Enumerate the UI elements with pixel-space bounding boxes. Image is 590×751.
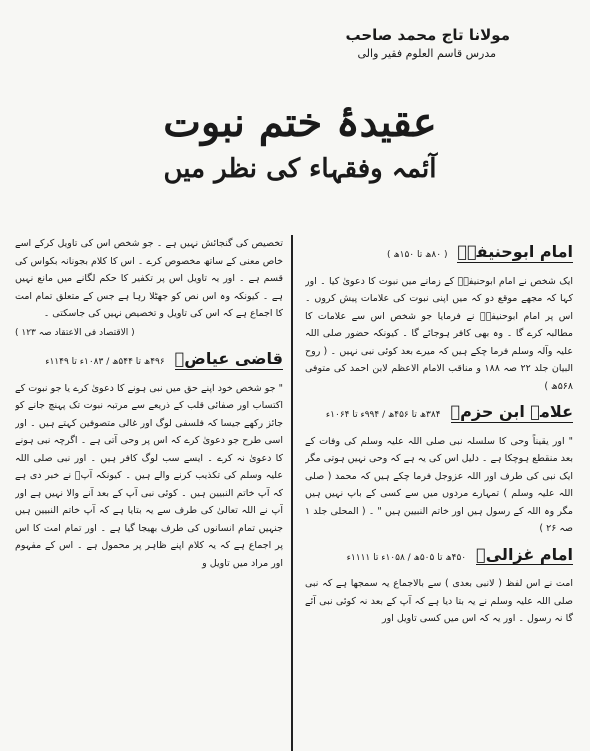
paragraph-abu-hanifa: ایک شخص نے امام ابوحنیفہؒ کے زمانے میں نبوت کا دعویٰ کیا ۔ اور کہا کہ مجھے موقع دو کہ میں اپنی نبوت کی علامات پیش کروں ۔ اس پر امام ابوحنیفہؒ نے فرمایا جو شخص اس سے علامات کا مطالبہ کرے گا ۔ وہ بھی کافر ہوجائے گا ۔ کیونکہ حضور صلی اللہ علیہ وآلہ وسلم فرما چکے ہیں کہ میرے بعد کوئی نبی نہیں ۔ ( روح البیان جلد ۲۲ صہ ۱۸۸ و مناقب الامام الاعظم لابن احمد کی متوفی ۵۶۸ھ ) bbox=[305, 275, 573, 392]
heading-dates: ( ۸۰ھ تا ۱۵۰ھ ) bbox=[386, 250, 448, 260]
author-title: مدرس قاسم العلوم فقیر والی bbox=[357, 47, 496, 60]
author-block bbox=[280, 24, 510, 62]
column-divider bbox=[291, 235, 293, 751]
heading-dates: ۳۸۴ھ تا ۴۵۶ھ / ۹۹۴ء تا ۱۰۶۴ء bbox=[325, 410, 441, 420]
section-heading-ibn-hazm bbox=[305, 403, 573, 425]
heading-name: علامہ ابن حزمؒ bbox=[450, 402, 573, 421]
section-heading-ghazali bbox=[305, 546, 573, 568]
heading-dates: ۴۵۰ھ تا ۵۰۵ھ / ۱۰۵۸ء تا ۱۱۱۱ء bbox=[346, 552, 467, 563]
title-block bbox=[150, 98, 450, 186]
left-column bbox=[15, 235, 283, 751]
sub-title: آئمہ وفقہاء کی نظر میں bbox=[163, 154, 437, 184]
section-heading-qazi-iyaz bbox=[15, 350, 283, 372]
author-name: مولانا تاج محمد صاحب bbox=[345, 26, 510, 44]
right-column bbox=[305, 235, 573, 751]
heading-name: امام غزالیؒ bbox=[476, 544, 573, 564]
section-heading-abu-hanifa bbox=[305, 243, 573, 265]
paragraph-ibn-hazm: " اور یقیناً وحی کا سلسلہ نبی صلی اللہ علیہ وسلم کی وفات کے بعد منقطع ہوچکا ہے ۔ دلیل اس کی یہ ہے کہ وحی نہیں ہوتی مگر ایک نبی کی طرف اور اللہ عزوجل فرما چکے ہیں کہ محمد ( صلی اللہ علیہ وسلم ) تمہارے مردوں میں سے کسی کے باپ نہیں ہیں مگر وہ اللہ کے رسول ہیں اور خاتم النبیین ہیں " ۔ ( المحلی جلد ۱ صہ ۲۶ ) bbox=[305, 435, 573, 534]
reference-citation: ( الاقتصاد فی الاعتقاد صہ ۱۲۳ ) bbox=[15, 327, 135, 338]
main-title: عقیدۂ ختم نبوت bbox=[163, 99, 437, 146]
heading-name: قاضی عیاضؒ bbox=[174, 349, 283, 368]
paragraph-qazi-iyaz: " جو شخص خود اپنے حق میں نبی ہونے کا دعویٰ کرے یا جو نبوت کے اکتساب اور صفائی قلب کے ذریعے سے مرتبہ نبوت تک پہنچ جانے کو جائز رکھے جیسا کہ فلسفی لوگ اور غالی متصوفین کہتے ہیں ۔ اور اسی طرح جو دعویٰ کرے کہ اس پر وحی آتی ہے ۔ اگرچہ نبی ہونے کا دعویٰ نہ کرے ۔ ایسے سب لوگ کافر ہیں ۔ اور نبی صلی اللہ علیہ وسلم کی تکذیب کرنے والے ہیں ۔ کیونکہ آپؐ نے خبر دی ہے کہ آپ خاتم النبیین ہیں ۔ کوئی نبی آپ کے بعد آنے والا نہیں ہے اور آپ نے اللہ تعالیٰ کی طرف سے یہ بتایا ہے کہ آپ خاتم النبیین ہیں جنہیں تمام انسانوں کی طرف بھیجا گیا ہے ۔ اور تمام امت کا اس پر اجماع ہے کہ یہ کلام اپنے ظاہر پر محمول ہے ۔ اس کے مفہوم اور مراد میں تاویل و bbox=[15, 382, 283, 569]
heading-dates: ۴۹۶ھ تا ۵۴۴ھ / ۱۰۸۳ء تا ۱۱۴۹ء bbox=[45, 357, 165, 367]
paragraph-ghazali: امت نے اس لفظ ( لانبی بعدی ) سے بالاجماع یہ سمجھا ہے کہ نبی صلی اللہ علیہ وسلم نے یہ بتا دیا ہے کہ آپ کے بعد نہ کوئی نبی آئے گا نہ رسول ۔ اور یہ کہ اس میں کسی تاویل اور bbox=[305, 578, 573, 624]
paragraph-continuation: تخصیص کی گنجائش نہیں ہے ۔ جو شخص اس کی تاویل کرکے اسے خاص معنی کے ساتھ مخصوص کرے ۔ اس کا کلام بجونانہ بکواس کی قسم ہے ۔ اور یہ تاویل اس پر تکفیر کا حکم لگانے میں مانع نہیں ہے ۔ کیونکہ وہ اس نص کو جھٹلا رہا ہے جس کے متعلق تمام امت کا اجماع ہے کہ اس کی تاویل و تخصیص نہیں کی جاسکتی ۔ bbox=[15, 238, 283, 319]
heading-name: امام ابوحنیفہؒ bbox=[457, 242, 573, 261]
